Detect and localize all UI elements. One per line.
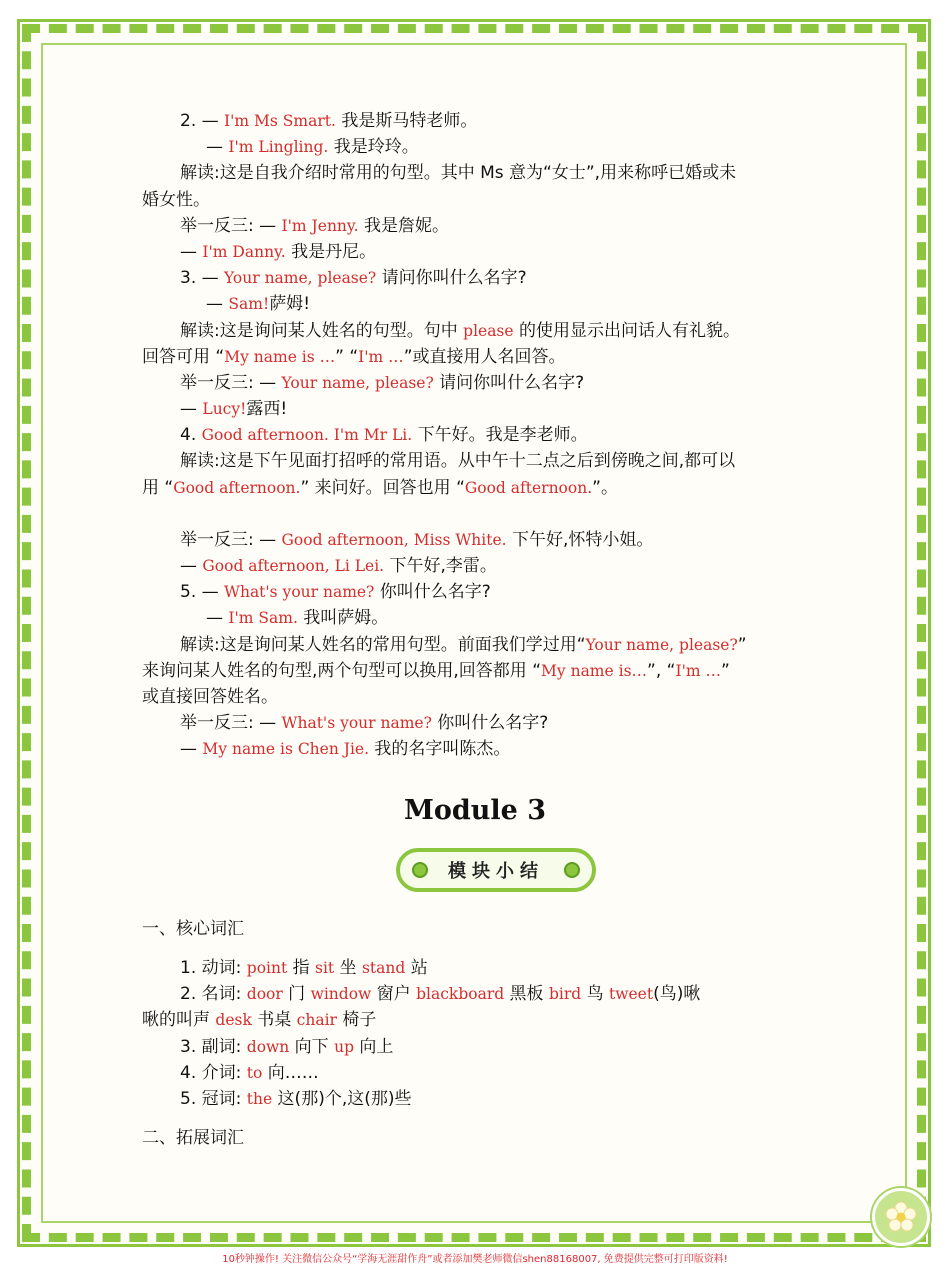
text-line	[142, 344, 822, 370]
chinese-text: 黑板	[504, 984, 549, 1005]
english-phrase: the	[246, 1089, 273, 1108]
dialogue-section	[142, 108, 822, 763]
text-line	[142, 710, 822, 736]
text-line	[142, 1034, 822, 1060]
chinese-text: 解读:这是询问某人姓名的常用句型。前面我们学过用“	[180, 634, 586, 655]
chinese-text: ” 来问好。回答也用 “	[300, 477, 465, 498]
chinese-text: 用 “	[142, 477, 174, 498]
english-phrase: Good afternoon, Miss White.	[281, 530, 507, 549]
english-phrase: I'm Sam.	[228, 609, 298, 628]
english-phrase: I'm Jenny.	[281, 216, 359, 235]
module-title: Module 3	[403, 795, 547, 826]
text-line	[142, 579, 822, 605]
text-line	[142, 370, 822, 396]
chinese-text: 指	[287, 958, 316, 978]
chinese-text: 5. —	[180, 582, 225, 603]
chinese-text: 婚女性。	[142, 189, 210, 210]
chinese-text: 啾的叫声	[142, 1010, 216, 1031]
chinese-text: 露西!	[246, 399, 288, 420]
chinese-text: 4. 介词:	[180, 1062, 247, 1083]
text-line	[142, 527, 822, 553]
chinese-text: 我是丹尼。	[285, 241, 377, 262]
section-title: 一、核心词汇	[142, 919, 244, 939]
text-line	[142, 213, 822, 239]
chinese-text: 我的名字叫陈杰。	[369, 739, 511, 760]
text-line	[142, 475, 822, 501]
text-line	[142, 265, 822, 291]
english-phrase: What's your name?	[281, 714, 432, 733]
chinese-text: ”	[737, 634, 747, 655]
chinese-text: 4.	[180, 425, 202, 446]
english-phrase: My name is …	[224, 347, 336, 366]
english-phrase: point	[246, 959, 288, 977]
chinese-text: ”或直接用人名回答。	[403, 346, 566, 367]
chinese-text: 你叫什么名字?	[374, 582, 491, 603]
english-phrase: What's your name?	[224, 583, 375, 602]
text-line	[142, 1086, 822, 1112]
chinese-text: ” “	[335, 346, 359, 367]
chinese-text: 向上	[354, 1036, 394, 1057]
module-summary-badge	[396, 848, 596, 892]
english-phrase: Good afternoon, Li Lei.	[202, 557, 385, 575]
extended-vocab-heading	[142, 1125, 822, 1151]
text-line	[142, 658, 822, 684]
english-phrase: I'm Ms Smart.	[224, 112, 336, 130]
text-line	[142, 736, 822, 762]
chinese-text: 3. 副词:	[180, 1036, 247, 1057]
chinese-text: 这(那)个,这(那)些	[272, 1088, 412, 1109]
chinese-text: ”。	[592, 477, 618, 498]
section-title: 二、拓展词汇	[142, 1128, 244, 1148]
chinese-text: 鸟	[581, 984, 609, 1005]
chinese-text: 坐	[334, 958, 362, 978]
text-line	[142, 553, 822, 579]
chinese-text: 站	[405, 958, 428, 978]
chinese-text: 萨姆!	[269, 294, 311, 315]
chinese-text: 椅子	[336, 1010, 377, 1031]
text-line	[142, 632, 822, 658]
chinese-text: 向……	[262, 1062, 319, 1083]
chinese-text: 下午好,怀特小姐。	[506, 529, 654, 550]
text-line	[142, 396, 822, 422]
chinese-text: 向下	[289, 1036, 335, 1057]
english-phrase: door	[246, 985, 283, 1004]
chinese-text: 请问你叫什么名字?	[376, 268, 527, 289]
text-line	[142, 1007, 822, 1033]
chinese-text: 2. 名词:	[180, 984, 247, 1005]
chinese-text: 书桌	[251, 1010, 297, 1031]
text-line	[142, 291, 822, 317]
english-phrase: I'm …	[358, 347, 404, 366]
chinese-text: 或直接回答姓名。	[142, 686, 278, 707]
chinese-text: ”	[720, 660, 730, 681]
chinese-text: 我是斯马特老师。	[335, 111, 478, 131]
english-phrase: tweet	[609, 985, 654, 1004]
text-line	[142, 422, 822, 448]
english-phrase: My name is Chen Jie.	[202, 740, 370, 759]
chinese-text: 5. 冠词:	[180, 1088, 247, 1109]
chinese-text: —	[206, 137, 229, 158]
text-line	[142, 239, 822, 265]
chinese-text: 举一反三: —	[180, 529, 282, 550]
chinese-text: —	[180, 556, 203, 576]
chinese-text: 来询问某人姓名的句型,两个句型可以换用,回答都用 “	[142, 660, 542, 681]
text-line	[142, 108, 822, 134]
chinese-text: 请问你叫什么名字?	[433, 372, 585, 393]
english-phrase: I'm Lingling.	[228, 138, 329, 157]
english-phrase: please	[463, 321, 514, 340]
chinese-text: 下午好。我是李老师。	[412, 425, 588, 446]
english-phrase: window	[310, 985, 372, 1004]
chinese-text: 举一反三: —	[180, 372, 282, 393]
english-phrase: up	[334, 1037, 354, 1056]
english-phrase: Sam!	[228, 295, 270, 314]
chinese-text: 我是玲玲。	[328, 137, 419, 158]
chinese-text: 下午好,李雷。	[384, 556, 497, 576]
blank-line	[142, 501, 822, 527]
chinese-text: 举一反三: —	[180, 713, 282, 734]
english-phrase: Good afternoon. I'm Mr Li.	[201, 426, 413, 445]
english-phrase: Good afternoon.	[464, 478, 593, 497]
chinese-text: —	[180, 241, 203, 262]
chinese-text: 举一反三: —	[180, 215, 282, 236]
english-phrase: Good afternoon.	[173, 478, 301, 497]
chinese-text: 解读:这是询问某人姓名的句型。句中	[180, 320, 464, 341]
chinese-text: 解读:这是下午见面打招呼的常用语。从中午十二点之后到傍晚之间,都可以	[180, 451, 736, 472]
chinese-text: 3. —	[180, 268, 225, 289]
core-vocab-list	[142, 955, 822, 1112]
english-phrase: I'm …	[675, 661, 721, 680]
english-phrase: blackboard	[416, 985, 505, 1004]
english-phrase: chair	[296, 1011, 337, 1030]
chinese-text: ”, “	[647, 660, 676, 681]
chinese-text: —	[180, 739, 203, 760]
chinese-text: 1. 动词:	[180, 958, 247, 978]
badge-dot-left-icon	[412, 862, 428, 878]
chinese-text: —	[180, 399, 203, 420]
footer-note: 10秒钟操作! 关注微信公众号“学海无涯甜作舟”或者添加樊老师微信shen88168007, 免费提供完整可打印版资料!	[222, 1254, 728, 1265]
text-line	[142, 318, 822, 344]
chinese-text: 门	[282, 984, 311, 1005]
text-line	[142, 981, 822, 1007]
english-phrase: My name is…	[541, 661, 648, 680]
english-phrase: Your name, please?	[281, 373, 434, 392]
chinese-text: (鸟)啾	[653, 984, 701, 1005]
english-phrase: sit	[315, 959, 335, 977]
text-line	[142, 187, 822, 213]
badge-dot-right-icon	[564, 862, 580, 878]
english-phrase: Lucy!	[202, 400, 247, 419]
chinese-text: 我叫萨姆。	[297, 608, 389, 629]
chinese-text: 2. —	[180, 111, 225, 131]
chinese-text: 你叫什么名字?	[431, 713, 549, 734]
english-phrase: desk	[215, 1011, 252, 1030]
text-line	[142, 134, 822, 160]
flower-icon	[872, 1188, 930, 1246]
chinese-text: 我是詹妮。	[358, 215, 449, 236]
english-phrase: Your name, please?	[585, 635, 738, 654]
english-phrase: down	[246, 1037, 290, 1056]
chinese-text: 解读:这是自我介绍时常用的句型。其中 Ms 意为“女士”,用来称呼已婚或未	[180, 163, 737, 184]
english-phrase: I'm Danny.	[202, 242, 286, 261]
text-line	[142, 160, 822, 186]
text-line	[142, 605, 822, 631]
text-line	[142, 955, 822, 981]
english-phrase: stand	[361, 959, 406, 977]
english-phrase: bird	[548, 985, 582, 1004]
text-line	[142, 1060, 822, 1086]
chinese-text: —	[206, 294, 229, 315]
chinese-text: 的使用显示出问话人有礼貌。	[513, 320, 740, 341]
text-line	[142, 684, 822, 710]
english-phrase: to	[246, 1063, 263, 1082]
chinese-text: 回答可用 “	[142, 346, 225, 367]
chinese-text: 窗户	[371, 984, 417, 1005]
chinese-text: —	[206, 608, 229, 629]
english-phrase: Your name, please?	[224, 269, 377, 288]
badge-label: 模块小结	[448, 861, 544, 882]
core-vocab-heading	[142, 916, 822, 942]
text-line	[142, 448, 822, 474]
